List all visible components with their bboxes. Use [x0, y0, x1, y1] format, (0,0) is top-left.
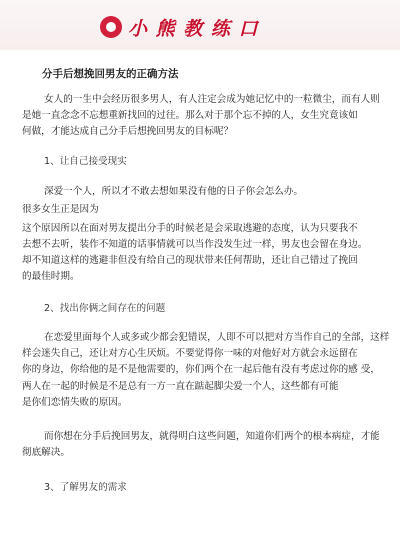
- section-1-line: 很多女生正是因为: [22, 204, 99, 215]
- section-2-line: 样会迷失自己，还让对方心生厌烦。不要觉得你一味的对他好对方就会永远留在: [22, 348, 358, 359]
- section-2-line: 彻底解决。: [22, 447, 70, 458]
- intro-line: 是她一直念念不忘想重新找回的过往。那么对于那个忘不掉的人，女生究竟该如: [22, 110, 358, 121]
- section-1-line: 去想不去听，装作不知道的话事情就可以当作没发生过一样，男友也会留在身边。: [22, 239, 368, 250]
- section-2-line: 而你想在分手后挽回男友，就得明白这些问题，知道你们两个的根本病症，才能: [44, 431, 380, 442]
- logo-text: 小 熊 教 练 口: [128, 17, 259, 40]
- document-title: 分手后想挽回男友的正确方法: [42, 68, 179, 80]
- intro-line: 女人的一生中会经历很多男人，有人注定会成为她记忆中的一粒微尘，而有人则: [44, 94, 380, 105]
- section-2-heading: 2、找出你俩之间存在的问题: [44, 303, 166, 314]
- section-2-line: 两人在一起的时候是不是总有一方一直在踮起脚尖爱一个人，这些都有可能: [22, 381, 339, 392]
- section-1-line: 这个原因所以在面对男友提出分手的时候老是会采取逃避的态度，认为只要我不: [22, 223, 358, 234]
- section-2-line: 是你们恋情失败的原因。: [22, 397, 128, 408]
- site-logo[interactable]: [100, 14, 258, 40]
- section-2-line: 在恋爱里面每个人或多或少都会犯错误，人即不可以把对方当作自己的全部，这样: [44, 332, 390, 343]
- intro-line: 何做，才能达成自己分手后想挽回男友的目标呢？: [22, 126, 234, 137]
- section-1-heading: 1、让自己接受现实: [44, 156, 127, 167]
- section-1-line: 的最佳时期。: [22, 271, 80, 282]
- section-3-heading: 3、了解男友的需求: [44, 482, 127, 493]
- section-1-line: 深爱一个人，所以才不敢去想如果没有他的日子你会怎么办。: [44, 186, 304, 197]
- logo-icon: [100, 16, 122, 38]
- section-1-line: 却不知道这样的逃避非但没有给自己的现状带来任何帮助，还让自己错过了挽回: [22, 255, 358, 266]
- section-2-line: 你的身边，你给他的是不是他需要的，你们两个在一起后他有没有考虑过你的感 受，: [22, 364, 381, 375]
